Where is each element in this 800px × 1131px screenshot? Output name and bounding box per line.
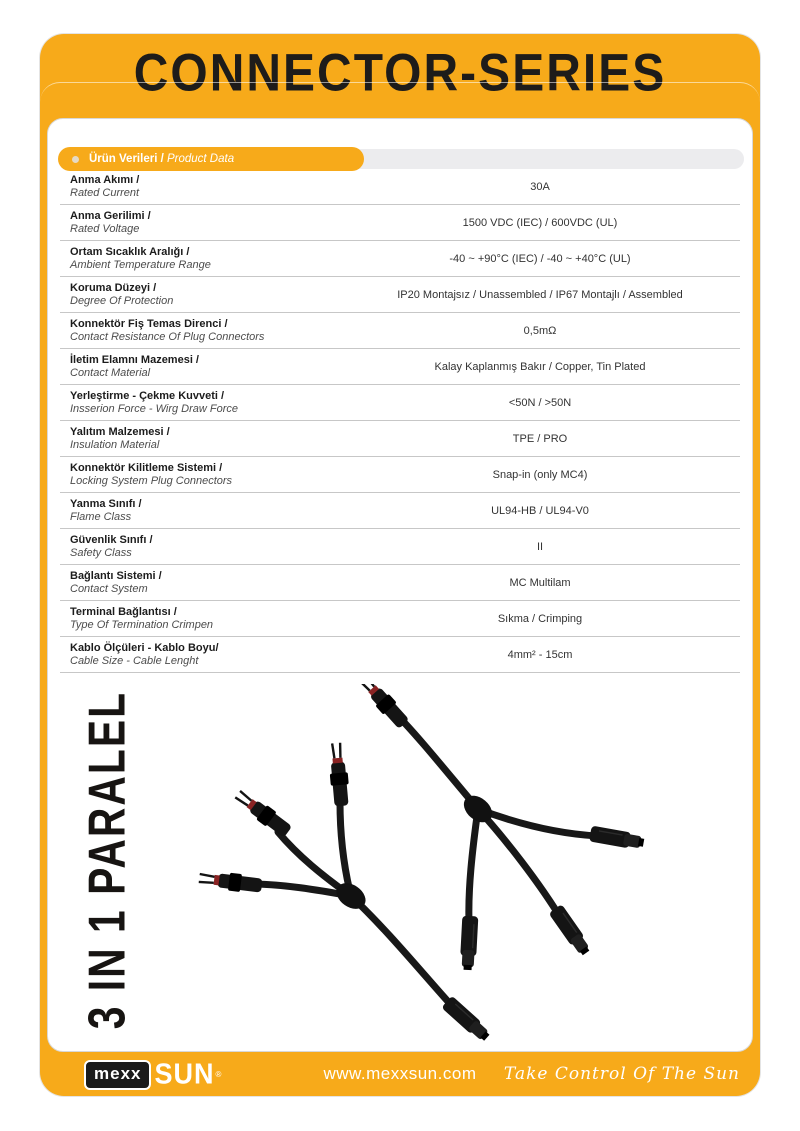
section-title bbox=[89, 153, 234, 165]
section-header bbox=[48, 147, 752, 171]
table-row bbox=[60, 169, 740, 205]
row-label-en: Insulation Material bbox=[70, 439, 160, 451]
row-label-tr: Anma Gerilimi / bbox=[70, 210, 151, 222]
row-label bbox=[60, 173, 360, 200]
table-row bbox=[60, 385, 740, 421]
page-title: CONNECTOR-SERIES bbox=[133, 42, 667, 102]
section-header-pill bbox=[58, 147, 364, 171]
product-photo bbox=[188, 684, 748, 1054]
row-label bbox=[60, 605, 360, 632]
slogan-text: Take Control Of The Sun bbox=[503, 1064, 740, 1084]
row-label-tr: Yerleştirme - Çekme Kuvveti / bbox=[70, 390, 225, 402]
row-label-tr: İletim Elamnı Mazemesi / bbox=[70, 354, 199, 366]
row-value: 1500 VDC (IEC) / 600VDC (UL) bbox=[462, 216, 618, 229]
main-card bbox=[40, 34, 760, 1096]
row-value: TPE / PRO bbox=[512, 432, 568, 445]
row-label bbox=[60, 353, 360, 380]
table-row bbox=[60, 421, 740, 457]
row-label bbox=[60, 569, 360, 596]
table-row bbox=[60, 601, 740, 637]
row-label bbox=[60, 209, 360, 236]
registered-mark-icon: ® bbox=[215, 1070, 222, 1079]
row-label bbox=[60, 533, 360, 560]
row-value: II bbox=[536, 540, 544, 553]
row-label-tr: Terminal Bağlantısı / bbox=[70, 606, 177, 618]
row-value: Snap-in (only MC4) bbox=[492, 468, 588, 481]
row-label-en: Flame Class bbox=[70, 511, 132, 523]
row-label-tr: Konnektör Kilitleme Sistemi / bbox=[70, 462, 223, 474]
row-value: 30A bbox=[530, 180, 550, 193]
row-label-en: Contact Resistance Of Plug Connectors bbox=[70, 331, 265, 343]
row-label bbox=[60, 641, 360, 668]
table-row bbox=[60, 493, 740, 529]
logo-sun-text: SUN bbox=[154, 1058, 215, 1090]
table-row bbox=[60, 565, 740, 601]
bullet-dot-icon bbox=[72, 156, 79, 163]
row-label-tr: Koruma Düzeyi / bbox=[70, 282, 157, 294]
row-label-en: Safety Class bbox=[70, 547, 132, 559]
section-title-en: Product Data bbox=[166, 153, 235, 165]
row-label-tr: Güvenlik Sınıfı / bbox=[70, 534, 153, 546]
table-row bbox=[60, 205, 740, 241]
row-label bbox=[60, 389, 360, 416]
content-card bbox=[47, 118, 753, 1052]
row-label-en: Contact System bbox=[70, 583, 148, 595]
row-label bbox=[60, 497, 360, 524]
vertical-product-label: 3 IN 1 PARALEL bbox=[79, 690, 137, 1030]
row-label-tr: Konnektör Fiş Temas Direnci / bbox=[70, 318, 228, 330]
table-row bbox=[60, 457, 740, 493]
table-row bbox=[60, 529, 740, 565]
row-label-tr: Yanma Sınıfı / bbox=[70, 498, 142, 510]
row-label-en: Insserion Force - Wirg Draw Force bbox=[70, 403, 238, 415]
row-label bbox=[60, 461, 360, 488]
row-label-en: Contact Material bbox=[70, 367, 151, 379]
row-label-tr: Anma Akımı / bbox=[70, 174, 140, 186]
row-value: Kalay Kaplanmış Bakır / Copper, Tin Plated bbox=[434, 360, 646, 373]
footer-bar bbox=[40, 1052, 760, 1096]
row-value: MC Multilam bbox=[509, 576, 571, 589]
table-row bbox=[60, 277, 740, 313]
row-value: Sıkma / Crimping bbox=[497, 612, 583, 625]
row-label bbox=[60, 317, 360, 344]
row-value: UL94-HB / UL94-V0 bbox=[491, 504, 589, 517]
logo-mexx-box: mexx bbox=[84, 1060, 151, 1090]
row-label-tr: Ortam Sıcaklık Aralığı / bbox=[70, 246, 190, 258]
row-label bbox=[60, 245, 360, 272]
row-value: IP20 Montajsız / Unassembled / IP67 Montajlı / Assembled bbox=[397, 288, 683, 301]
row-label bbox=[60, 425, 360, 452]
row-label bbox=[60, 281, 360, 308]
row-label-en: Degree Of Protection bbox=[70, 295, 174, 307]
table-row bbox=[60, 349, 740, 385]
website-link[interactable]: www.mexxsun.com bbox=[323, 1064, 477, 1083]
row-label-tr: Bağlantı Sistemi / bbox=[70, 570, 162, 582]
table-row bbox=[60, 313, 740, 349]
product-data-rows bbox=[60, 169, 740, 673]
row-label-en: Type Of Termination Crimpen bbox=[70, 619, 214, 631]
row-value: 0,5mΩ bbox=[523, 324, 557, 337]
row-label-en: Rated Current bbox=[70, 187, 140, 199]
row-label-en: Rated Voltage bbox=[70, 223, 140, 235]
section-title-tr: Ürün Verileri / bbox=[89, 153, 164, 165]
row-label-tr: Yalıtım Malzemesi / bbox=[70, 426, 170, 438]
row-label-tr: Kablo Ölçüleri - Kablo Boyu/ bbox=[70, 642, 219, 654]
table-row bbox=[60, 241, 740, 277]
row-value: <50N / >50N bbox=[508, 396, 572, 409]
row-label-en: Ambient Temperature Range bbox=[70, 259, 211, 271]
row-value: 4mm² - 15cm bbox=[507, 648, 573, 661]
row-label-en: Locking System Plug Connectors bbox=[70, 475, 233, 487]
row-value: -40 ~ +90°C (IEC) / -40 ~ +40°C (UL) bbox=[449, 252, 631, 265]
table-row bbox=[60, 637, 740, 673]
row-label-en: Cable Size - Cable Lenght bbox=[70, 655, 199, 667]
